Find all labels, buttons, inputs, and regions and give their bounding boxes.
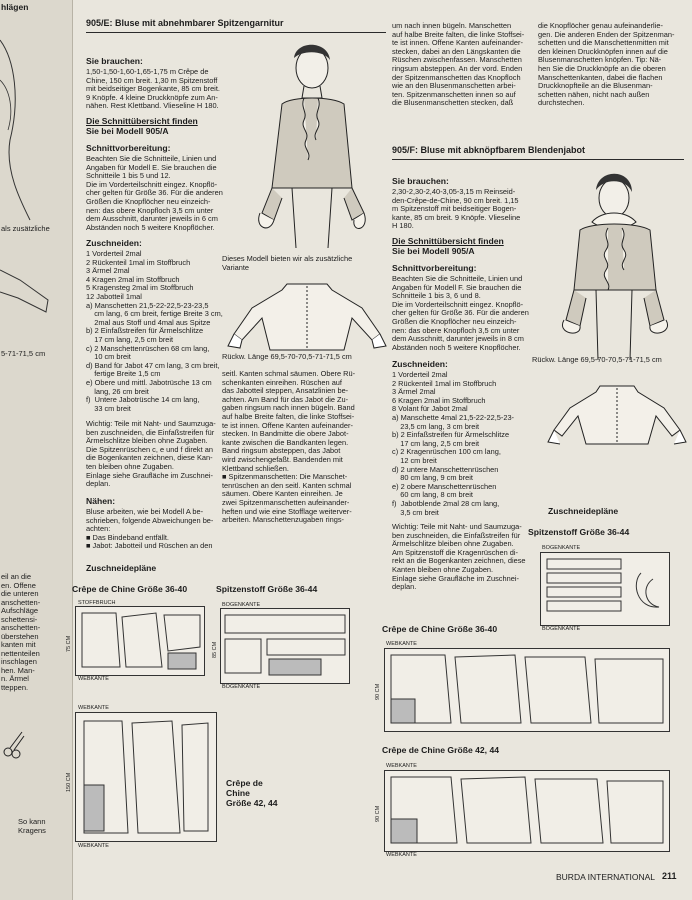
strip-block-10: inschlagen: [1, 657, 37, 666]
e-mid-6: te ist innen. Offene Kanten aufeinander-: [222, 420, 353, 430]
f-zuschneiden-4: 8 Volant für Jabot 2mal: [392, 404, 468, 414]
e-mid-0: seitl. Kanten schmal säumen. Obere Rü-: [222, 369, 356, 378]
col4-top-6: Manschettenkanten, dabei die flachen: [538, 72, 663, 82]
f-plan3-webkante-top: WEBKANTE: [386, 763, 417, 769]
col4-top-7: Druckknopfteile an die Blusenman-: [538, 81, 653, 91]
f-zuschneiden-0: 1 Vorderteil 2mal: [392, 370, 448, 379]
strip-figure-illustration: [0, 20, 72, 250]
e-crepe-36-40-heading: Crêpe de Chine Größe 36-40: [72, 584, 188, 594]
footer-brand: BURDA INTERNATIONAL: [556, 872, 656, 882]
e-vorbereitung-8: Abständen noch 5 weitere Knopflöcher.: [86, 222, 215, 232]
f-wichtig-6: Einlage siehe Graufläche im Zuschnei-: [392, 573, 519, 583]
strip-block-5: schettensi-: [1, 614, 38, 624]
e-crepe-42-44-label-2: Größe 42, 44: [226, 798, 278, 808]
strip-top-text: hlägen: [1, 2, 29, 12]
f-crepe-42-44-heading: Crêpe de Chine Größe 42, 44: [382, 745, 500, 755]
f-vorbereitung-heading: Schnittvorbereitung:: [392, 263, 477, 273]
f-vorbereitung-6: nen: das obere Knopfloch 3,5 cm unter: [392, 325, 520, 335]
f-vorbereitung-5: Größen die Knopflöcher neu einzeich-: [392, 317, 517, 326]
e-naehen-heading: Nähen:: [86, 496, 116, 506]
model-f-title: 905/F: Bluse mit abknöpfbarem Blendenjabot: [392, 145, 586, 155]
f-wichtig-5: Kanten bleiben ohne Zugaben.: [392, 565, 494, 574]
e-plan3-webkante-top: WEBKANTE: [78, 705, 109, 711]
e-vorbereitung-1: Angaben für Modell E. Sie brauchen die: [86, 162, 217, 172]
e-mid-4: gaben ringsum nach innen bügeln. Band: [222, 403, 355, 413]
e-mid-13: tenrüschen an den seitl. Kanten schmal: [222, 480, 352, 490]
e-zuschneiden-14: fertige Breite 1,5 cm: [86, 369, 161, 379]
e-wichtig-2: Ärmelschlitze bleiben ohne Zugaben.: [86, 436, 208, 446]
e-cutting-plan-spitze: [220, 608, 350, 684]
f-plan-spitze-pieces: [541, 553, 669, 625]
f-vorbereitung-1: Angaben für Modell F. Sie brauchen die: [392, 282, 522, 292]
col3-top-0: um nach innen bügeln. Manschetten: [392, 21, 512, 30]
f-wichtig-1: ben zuschneiden, die Einfaßstreifen für: [392, 530, 521, 540]
e-plan-42-44-pieces: [76, 713, 216, 841]
strip-block-4: Aufschläge: [1, 606, 39, 615]
e-mid-16: heften und wie eine Stofflage weiterver-: [222, 506, 352, 516]
f-zuschneiden-10: 12 cm breit: [392, 456, 437, 465]
col4-top-1: gen. Die anderen Enden der Spitzenman-: [538, 29, 675, 39]
f-wichtig-4: rekt an die Bogenkanten zeichnen, diese: [392, 556, 526, 566]
f-plan-42-44-pieces: [385, 771, 669, 851]
e-mid-12: ■ Spitzenmanschetten: Die Manschet-: [222, 472, 348, 482]
strip-block-7: überstehen: [1, 631, 39, 641]
e-zuschneiden-2: 3 Ärmel 2mal: [86, 266, 130, 276]
model-e-title: 905/E: Bluse mit abnehmbarer Spitzengarnitur: [86, 18, 284, 28]
col3-top-8: ten. Spitzenmanschetten innen so auf: [392, 89, 516, 99]
e-zuschneiden-17: f) Untere Jabotrüsche 14 cm lang,: [86, 395, 200, 405]
f-cutting-plan-spitze: [540, 552, 670, 626]
f-vorbereitung-8: Abständen noch 5 weitere Knopflöcher.: [392, 342, 521, 352]
f-zuschneideplaene-heading: Zuschneidepläne: [548, 506, 619, 516]
e-plan1-webkante: WEBKANTE: [78, 676, 109, 682]
f-zuschneiden-5: a) Manschette 4mal 21,5-22-22,5-23-: [392, 413, 515, 422]
e-spitzen-36-44-heading: Spitzenstoff Größe 36-44: [216, 584, 318, 594]
e-mid-9: Band ringsum absteppen, das Jabot: [222, 446, 341, 456]
col3-top-4: Rüschen zwischenfassen. Manschetten: [392, 55, 522, 65]
f-plan2-90cm: 90 CM: [375, 683, 381, 700]
e-wichtig-0: Wichtig: Teile mit Naht- und Saumzuga-: [86, 419, 216, 428]
e-mid-2: das Jabotteil steppen, Ansatzlinien be-: [222, 386, 349, 396]
e-mid-10: wird zwischengefaßt. Bandenden mit: [222, 455, 343, 464]
e-sie-brauchen-4: nähen. Rest Klettband. Vlieseline H 180.: [86, 101, 219, 111]
f-plan-36-40-pieces: [385, 649, 669, 731]
f-plan2-webkante: WEBKANTE: [386, 641, 417, 647]
e-naehen-2: achten:: [86, 524, 111, 534]
strip-bottom-0: So kann: [18, 817, 46, 826]
e-plan1-75cm: 75 CM: [66, 635, 72, 652]
e-plan3-webkante-bottom: WEBKANTE: [78, 843, 109, 849]
strip-block-13: tteppen.: [1, 682, 29, 692]
e-plan2-bogenkante-bottom: BOGENKANTE: [222, 684, 261, 690]
strip-block-11: hen. Man-: [1, 665, 35, 675]
f-cutting-plan-crepe-36-40: [384, 648, 670, 732]
f-vorbereitung-0: Beachten Sie die Schnitteile, Linien und: [392, 274, 523, 283]
f-zuschneiden-16: 3,5 cm breit: [392, 507, 439, 517]
strip-zusatz-text: als zusätzliche: [1, 224, 50, 233]
f-uebersicht-heading-1: Sie bei Modell 905/A: [392, 246, 475, 256]
strip-block-8: kanten mit: [1, 640, 36, 649]
f-vorbereitung-2: Schnitteile 1 bis 3, 6 und 8.: [392, 291, 481, 301]
e-zuschneiden-6: a) Manschetten 21,5-22-22,5-23-23,5: [86, 300, 209, 310]
e-sie-brauchen-3: 9 Knöpfe. 4 kleine Druckknöpfe zum An-: [86, 92, 218, 102]
f-plan3-webkante-bottom: WEBKANTE: [386, 852, 417, 858]
e-zuschneiden-4: 5 Kragensteg 2mal im Stoffbruch: [86, 283, 194, 293]
e-vorbereitung-heading: Schnittvorbereitung:: [86, 143, 171, 153]
model-f-title-rule: [392, 159, 684, 160]
f-zuschneiden-3: 6 Kragen 2mal im Stoffbruch: [392, 395, 486, 405]
f-sie-brauchen-4: H 180.: [392, 221, 414, 231]
col3-top-1: auf halbe Breite falten, die linke Stoffsei-: [392, 29, 525, 39]
col4-top-8: schetten nähen, nicht nach außen: [538, 89, 650, 99]
f-zuschneiden-1: 2 Rückenteil 1mal im Stoffbruch: [392, 378, 497, 388]
f-zuschneiden-2: 3 Ärmel 2mal: [392, 387, 436, 397]
strip-bottom-1: Kragens: [18, 826, 46, 835]
e-mid-15: zwei Spitzenmanschetten aufeinander-: [222, 498, 350, 507]
e-naehen-4: ■ Jabot: Jabotteil und Rüschen an den: [86, 541, 213, 551]
f-zuschneiden-12: 80 cm lang, 9 cm breit: [392, 473, 473, 483]
col3-top-6: der Spitzenmanschetten das Knopfloch: [392, 72, 521, 82]
strip-block-12: n. Ärmel: [1, 674, 29, 683]
e-zuschneiden-11: c) 2 Manschettenrüschen 68 cm lang,: [86, 343, 210, 353]
e-zuschneiden-1: 2 Rückenteil 1mal im Stoffbruch: [86, 257, 191, 267]
f-wichtig-2: Ärmelschlitze bleiben ohne Zugaben.: [392, 539, 514, 549]
model-e-title-rule: [86, 32, 386, 33]
f-plan3-90cm: 90 CM: [375, 805, 381, 822]
e-mid-11: Klettband schließen.: [222, 463, 289, 473]
e-zuschneiden-heading: Zuschneiden:: [86, 238, 142, 248]
e-zuschneiden-16: lang, 26 cm breit: [86, 386, 149, 396]
e-vorbereitung-0: Beachten Sie die Schnitteile, Linien und: [86, 154, 217, 163]
f-zuschneiden-6: 23,5 cm lang, 3 cm breit: [392, 421, 480, 431]
f-spitzen-36-44-heading: Spitzenstoff Größe 36-44: [528, 527, 630, 537]
e-zuschneiden-7: cm lang, 6 cm breit, fertige Breite 3 cm,: [86, 309, 223, 319]
f-sie-brauchen-2: m Spitzenstoff mit beidseitiger Bogen-: [392, 204, 517, 214]
e-crepe-42-44-label-0: Crêpe de: [226, 778, 263, 788]
strip-block-6: anschetten-: [1, 623, 41, 632]
e-mid-7: stecken. In Bandmitte die obere Jabot-: [222, 429, 349, 439]
e-wichtig-5: ten bleiben ohne Zugaben.: [86, 462, 174, 471]
f-zuschneiden-14: 60 cm lang, 8 cm breit: [392, 490, 473, 500]
e-ruecklaenge: Rückw. Länge 69,5-70-70,5-71-71,5 cm: [222, 352, 352, 361]
e-zuschneiden-18: 33 cm breit: [86, 403, 131, 413]
e-mid-14: säumen. Obere Kanten einreihen. Je: [222, 489, 343, 499]
e-naehen-1: schrieben, folgende Abweichungen be-: [86, 515, 214, 525]
strip-block-0: eil an die: [1, 572, 32, 581]
e-plan1-stoffbruch: STOFFBRUCH: [78, 600, 116, 606]
e-zuschneiden-8: 2mal aus Stoff und 4mal aus Spitze: [86, 317, 211, 327]
strip-block-3: anschetten-: [1, 597, 41, 607]
f-sie-brauchen-3: kante, 85 cm breit. 9 Knöpfe. Vlieseline: [392, 212, 521, 222]
e-variante-caption-0: Dieses Modell bieten wir als zusätzliche: [222, 254, 353, 263]
e-plan2-85cm: 85 CM: [212, 641, 218, 658]
col4-top-4: Blusenmanschetten knöpfen. Tip: Nä-: [538, 55, 662, 65]
previous-page-strip: [0, 0, 73, 900]
e-zuschneiden-5: 12 Jabotteil 1mal: [86, 292, 142, 301]
e-plan3-150cm: 150 CM: [66, 772, 72, 792]
e-mid-3: achten. Am Band für das Jabot die Zu-: [222, 394, 349, 404]
e-naehen-0: Bluse arbeiten, wie bei Modell A be-: [86, 507, 204, 516]
e-vorbereitung-7: dem Ausschnitt, darunter jeweils in 6 cm: [86, 214, 218, 224]
e-wichtig-3: Die Spitzenrüschen c, e und f direkt an: [86, 444, 213, 454]
col3-top-5: ringsum absteppen. An der vord. Enden: [392, 64, 523, 73]
e-zuschneiden-0: 1 Vorderteil 2mal: [86, 249, 142, 258]
e-wichtig-6: Einlage siehe Graufläche im Zuschnei-: [86, 470, 213, 480]
col3-top-7: wie an den Blusenmanschetten arbei-: [392, 81, 516, 91]
e-vorbereitung-3: Die im Vorderteilschnitt eingez. Knopflö-: [86, 179, 218, 189]
col4-top-3: den kleinen Druckknöpfen innen auf die: [538, 46, 668, 56]
col4-top-9: durchstechen.: [538, 98, 585, 108]
e-zuschneiden-15: e) Obere und mittl. Jabotrüsche 13 cm: [86, 378, 212, 387]
e-zuschneiden-9: b) 2 Einfaßstreifen für Ärmelschlitze: [86, 326, 204, 336]
f-zuschneiden-13: e) 2 obere Manschettenrüschen: [392, 481, 497, 491]
f-sie-brauchen-0: 2,30-2,30-2,40-3,05-3,15 m Reinseid-: [392, 187, 516, 196]
e-zuschneideplaene-heading: Zuschneidepläne: [86, 563, 157, 573]
f-vorbereitung-4: cher gelten für Größe 36. Für die anderen: [392, 308, 529, 318]
e-vorbereitung-4: cher gelten für Größe 36. Für die anderen: [86, 188, 223, 198]
strip-lengths-text: 5-71-71,5 cm: [1, 349, 46, 358]
e-zuschneiden-13: d) Band für Jabot 47 cm lang, 3 cm breit,: [86, 360, 220, 370]
e-wichtig-7: deplan.: [86, 479, 111, 489]
e-uebersicht-heading-1: Sie bei Modell 905/A: [86, 126, 169, 136]
e-cutting-plan-crepe-36-40: [75, 606, 205, 676]
e-mid-1: schenkanten einreihen. Rüschen auf: [222, 377, 342, 387]
e-plan-spitze-pieces: [221, 609, 349, 683]
e-uebersicht-heading-0: Die Schnittübersicht finden: [86, 116, 198, 126]
f-vorbereitung-3: Die im Vorderteilschnitt eingez. Knopflö-: [392, 299, 524, 309]
e-plan2-bogenkante-top: BOGENKANTE: [222, 602, 261, 608]
e-zuschneiden-3: 4 Kragen 2mal im Stoffbruch: [86, 274, 180, 284]
model-e-fashion-illustration: [252, 38, 372, 248]
e-sie-brauchen-heading: Sie brauchen:: [86, 56, 143, 66]
e-crepe-42-44-label-1: Chine: [226, 788, 250, 798]
col3-top-3: stecken, dabei an den Längskanten die: [392, 46, 521, 56]
f-zuschneiden-11: d) 2 untere Manschettenrüschen: [392, 464, 499, 474]
f-zuschneiden-heading: Zuschneiden:: [392, 359, 448, 369]
e-naehen-3: ■ Das Bindeband entfällt.: [86, 532, 169, 542]
f-vorbereitung-7: dem Ausschnitt, darunter jeweils in 8 cm: [392, 334, 524, 344]
f-ruecklaenge: Rückw. Länge 69,5-70-70,5-71-71,5 cm: [532, 355, 662, 364]
strip-sleeve-sketch: [0, 260, 72, 340]
f-zuschneiden-8: 17 cm lang, 2,5 cm breit: [392, 438, 480, 448]
col4-top-0: die Knopflöcher genau aufeinanderlie-: [538, 21, 663, 30]
e-variante-caption-1: Variante: [222, 262, 249, 272]
e-mid-17: arbeiten. Manschettenzugaben rings-: [222, 515, 345, 525]
e-sie-brauchen-2: mit beidseitiger Bogenkante, 85 cm breit.: [86, 84, 220, 94]
e-vorbereitung-6: nen: das obere Knopfloch 3,5 cm unter: [86, 205, 214, 215]
col4-top-2: schetten und die Manschettenmitten mit: [538, 38, 669, 48]
col4-top-5: hen Sie die Druckknöpfe an die oberen: [538, 64, 666, 73]
f-zuschneiden-15: f) Jabotblende 2mal 28 cm lang,: [392, 499, 500, 508]
e-mid-8: kante zwischen die Bandkanten legen.: [222, 437, 349, 447]
model-f-fashion-illustration: [552, 170, 682, 360]
e-wichtig-4: die Bogenkanten zeichnen, diese Kan-: [86, 453, 213, 463]
scissors-icon: [2, 730, 32, 760]
f-wichtig-0: Wichtig: Teile mit Naht- und Saumzuga-: [392, 522, 522, 531]
f-plan1-bogenkante-top: BOGENKANTE: [542, 545, 581, 551]
e-zuschneiden-12: 10 cm breit: [86, 352, 131, 362]
footer-page-number: 211: [662, 871, 677, 881]
f-sie-brauchen-heading: Sie brauchen:: [392, 176, 449, 186]
f-sie-brauchen-1: den-Crêpe-de-Chine, 90 cm breit. 1,15: [392, 195, 519, 205]
e-sie-brauchen-1: Chine, 150 cm breit. 1,30 m Spitzenstoff: [86, 75, 218, 85]
f-zuschneiden-9: c) 2 Kragenrüschen 100 cm lang,: [392, 447, 501, 457]
model-e-flat-sketch: [232, 278, 382, 358]
col3-top-2: te ist innen. Offene Kanten aufeinander-: [392, 38, 523, 48]
strip-block-1: en. Offene: [1, 580, 36, 590]
e-cutting-plan-crepe-42-44: [75, 712, 217, 842]
f-crepe-36-40-heading: Crêpe de Chine Größe 36-40: [382, 624, 498, 634]
model-f-flat-sketch: [552, 380, 682, 450]
f-wichtig-7: deplan.: [392, 582, 417, 592]
e-sie-brauchen-0: 1,50-1,50-1,60-1,65-1,75 m Crêpe de: [86, 67, 209, 76]
col3-top-9: die Blusenmanschetten stecken, daß: [392, 98, 514, 108]
f-uebersicht-heading-0: Die Schnittübersicht finden: [392, 236, 504, 246]
f-zuschneiden-7: b) 2 Einfaßstreifen für Ärmelschlitze: [392, 430, 510, 440]
f-wichtig-3: Am Spitzenstoff die Kragenrüschen di-: [392, 547, 518, 557]
e-vorbereitung-5: Größen die Knopflöcher neu einzeich-: [86, 197, 211, 206]
e-wichtig-1: ben zuschneiden, die Einfaßstreifen für: [86, 427, 215, 437]
e-zuschneiden-10: 17 cm lang, 2,5 cm breit: [86, 335, 174, 344]
f-cutting-plan-crepe-42-44: [384, 770, 670, 852]
strip-block-2: die unteren: [1, 589, 39, 598]
strip-block-9: nettenteilen: [1, 648, 40, 658]
e-mid-5: auf halbe Breite falten, die linke Stoffsei-: [222, 412, 355, 421]
e-vorbereitung-2: Schnitteile 1 bis 5 und 12.: [86, 171, 171, 181]
f-plan1-bogenkante-bottom: BOGENKANTE: [542, 626, 581, 632]
e-plan-36-40-pieces: [76, 607, 204, 675]
